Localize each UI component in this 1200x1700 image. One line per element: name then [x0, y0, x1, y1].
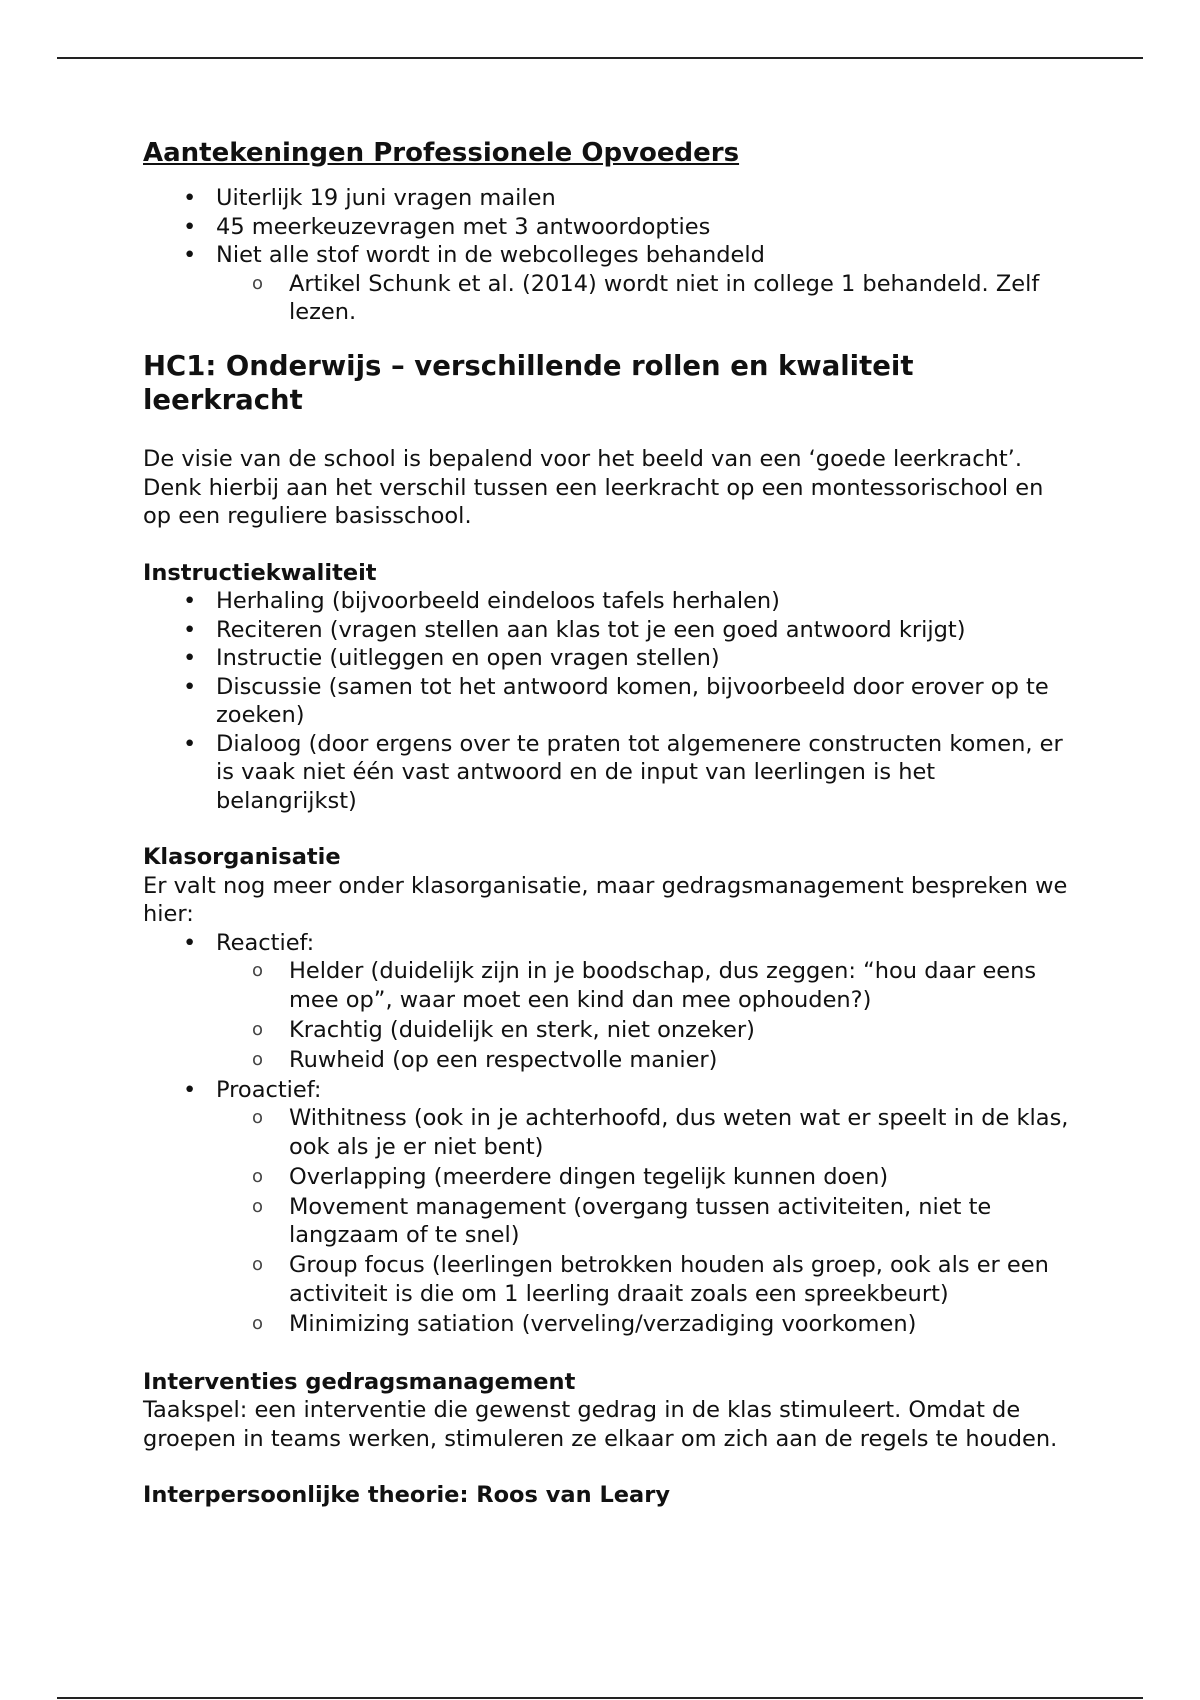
sub-list-item: o Withitness (ook in je achterhoofd, dus weten wat er speelt in de klas, ook als je er niet bent) — [252, 1105, 1069, 1160]
sub-list-item: o Minimizing satiation (verveling/verzadiging voorkomen) — [252, 1310, 917, 1337]
document-title: Aantekeningen Professionele Opvoeders — [143, 138, 740, 168]
bullet-icon: • — [183, 213, 197, 240]
footer-rule — [57, 1697, 1143, 1699]
subheading-klasorganisatie: Klasorganisatie — [143, 844, 341, 870]
bullet-icon: • — [183, 616, 197, 643]
sub-list-item: o Ruwheid (op een respectvolle manier) — [252, 1046, 718, 1073]
circle-bullet-icon: o — [252, 1195, 264, 1217]
sub-list-item: o Group focus (leerlingen betrokken houden als groep, ook als er een activiteit is die om 1 leerling draait zoals een spreekbeurt) — [252, 1252, 1049, 1307]
list-item: • Reactief: o Helder (duidelijk zijn in je boodschap, dus zeggen: “hou daar eens mee op”, waar moet een kind dan mee ophouden?) o Krachtig (duidelijk en sterk, niet onzeker) o Ruwheid (op een respectvolle manier) — [143, 929, 1073, 1075]
circle-bullet-icon: o — [252, 1107, 264, 1128]
header-rule — [57, 57, 1143, 59]
sub-list-item: o Movement management (overgang tussen activiteiten, niet te langzaam of te snel) — [252, 1193, 992, 1248]
bullet-icon: • — [183, 730, 197, 757]
list-item: • Herhaling (bijvoorbeeld eindeloos tafels herhalen) — [183, 588, 780, 614]
circle-bullet-icon: o — [252, 1165, 264, 1187]
sub-list-item: o Artikel Schunk et al. (2014) wordt niet in college 1 behandeld. Zelf lezen. — [252, 270, 1040, 325]
bullet-icon: • — [183, 673, 197, 700]
reactief-list — [216, 957, 1073, 1074]
subheading-interventies: Interventies gedragsmanagement — [143, 1368, 576, 1395]
list-item: • Niet alle stof wordt in de webcolleges behandeld o Artikel Schunk et al. (2014) wordt niet in college 1 behandeld. Zelf lezen. — [143, 241, 1073, 327]
bullet-icon: • — [183, 1076, 197, 1103]
sub-list-item: o Krachtig (duidelijk en sterk, niet onzeker) — [252, 1016, 755, 1043]
subheading-instructiekwaliteit: Instructiekwaliteit — [143, 559, 377, 586]
bullet-icon: • — [183, 588, 197, 614]
subheading-leary: Interpersoonlijke theorie: Roos van Leary — [143, 1482, 670, 1508]
circle-bullet-icon: o — [252, 1048, 264, 1070]
circle-bullet-icon: o — [252, 1254, 264, 1275]
intro-sub-list — [216, 270, 1073, 327]
interventies-paragraph: Taakspel: een interventie die gewenst gedrag in de klas stimuleert. Omdat de groepen in teams werken, stimuleren ze elkaar om zich aan de regels te houden. — [143, 1397, 1058, 1452]
hc1-paragraph: De visie van de school is bepalend voor het beeld van een ‘goede leerkracht’. Denk hierbij aan het verschil tussen een leerkracht op een montessorischool en op een reguliere basisschool. — [143, 446, 1044, 529]
list-item: • Instructie (uitleggen en open vragen stellen) — [183, 645, 720, 671]
list-item: • Proactief: o Withitness (ook in je achterhoofd, dus weten wat er speelt in de klas, ook als je er niet bent) o Overlapping (meerdere dingen tegelijk kunnen doen) o Movement management (overgang tussen activiteiten, niet te langzaam of te snel) o Group focus (leerlingen betrokken houden als groep, ook als er een activiteit is die om 1 leerling draait zoals een spreekbeurt) o Minimizing satiation (verveling/verzadiging voorkomen) — [143, 1076, 1073, 1339]
circle-bullet-icon: o — [252, 1018, 264, 1040]
sub-list-item: o Helder (duidelijk zijn in je boodschap, dus zeggen: “hou daar eens mee op”, waar moet een kind dan mee ophouden?) — [252, 958, 1037, 1013]
klasorganisatie-list — [143, 929, 1073, 1339]
bullet-icon: • — [183, 242, 197, 268]
list-item: • Reciteren (vragen stellen aan klas tot je een goed antwoord krijgt) — [183, 616, 966, 643]
circle-bullet-icon: o — [252, 960, 264, 981]
intro-list — [143, 184, 1073, 327]
proactief-list — [216, 1104, 1073, 1338]
list-item: • Dialoog (door ergens over te praten tot algemenere constructen komen, er is vaak niet één vast antwoord en de input van leerlingen is het belangrijkst) — [183, 730, 1063, 814]
bullet-icon: • — [183, 185, 197, 211]
list-item: • Discussie (samen tot het antwoord komen, bijvoorbeeld door erover op te zoeken) — [183, 673, 1049, 728]
bullet-icon: • — [183, 929, 197, 956]
circle-bullet-icon: o — [252, 272, 264, 294]
document-body — [143, 136, 1073, 1510]
bullet-icon: • — [183, 645, 197, 671]
section-heading-hc1: HC1: Onderwijs – verschillende rollen en kwaliteit leerkracht — [143, 350, 914, 416]
list-item: • 45 meerkeuzevragen met 3 antwoordopties — [183, 213, 711, 240]
list-item: • Uiterlijk 19 juni vragen mailen — [183, 185, 556, 211]
circle-bullet-icon: o — [252, 1312, 264, 1334]
instructie-list — [143, 587, 1073, 815]
sub-list-item: o Overlapping (meerdere dingen tegelijk kunnen doen) — [252, 1163, 889, 1190]
klasorganisatie-intro: Er valt nog meer onder klasorganisatie, maar gedragsmanagement bespreken we hier: — [143, 872, 1068, 927]
